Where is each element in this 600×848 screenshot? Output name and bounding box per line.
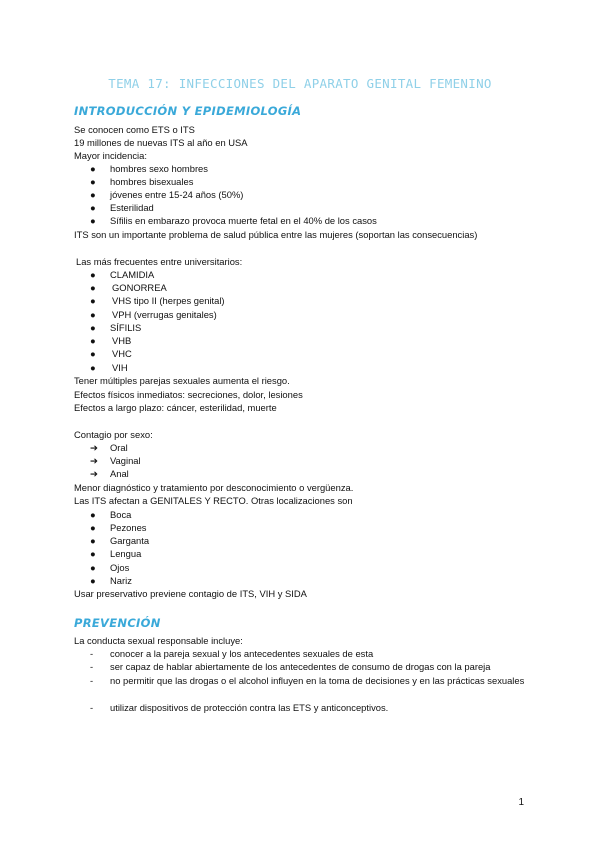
bullet-marker: ● <box>90 269 96 280</box>
section-heading-prevencion: PREVENCIÓN <box>74 616 161 630</box>
bullet-marker: ● <box>90 215 96 226</box>
bullet-marker: ● <box>90 522 96 533</box>
arrow-marker: ➔ <box>90 468 98 479</box>
text-line: Usar preservativo previene contagio de ITS, VIH y SIDA <box>74 588 307 599</box>
bullet-marker: ● <box>90 189 96 200</box>
list-item: VHC <box>112 348 132 359</box>
text-line: Las ITS afectan a GENITALES Y RECTO. Otras localizaciones son <box>74 495 353 506</box>
list-item: Boca <box>110 509 132 520</box>
page-number: 1 <box>518 797 524 808</box>
text-line: La conducta sexual responsable incluye: <box>74 635 243 646</box>
text-line: Mayor incidencia: <box>74 150 147 161</box>
bullet-marker: ● <box>90 548 96 559</box>
text-line: ITS son un importante problema de salud pública entre las mujeres (soportan las consecuencias) <box>74 229 478 240</box>
text-line: Se conocen como ETS o ITS <box>74 124 195 135</box>
text-line: 19 millones de nuevas ITS al año en USA <box>74 137 248 148</box>
list-item: Vaginal <box>110 455 141 466</box>
text-line: Menor diagnóstico y tratamiento por desconocimiento o vergüenza. <box>74 482 354 493</box>
list-item: Garganta <box>110 535 150 546</box>
list-item: Esterilidad <box>110 202 154 213</box>
text-line: Efectos físicos inmediatos: secreciones, dolor, lesiones <box>74 389 303 400</box>
text-line: Efectos a largo plazo: cáncer, esterilidad, muerte <box>74 402 277 413</box>
list-item: Ojos <box>110 562 130 573</box>
list-item: CLAMIDIA <box>110 269 155 280</box>
list-item: Oral <box>110 442 128 453</box>
list-item: hombres sexo hombres <box>110 163 208 174</box>
list-item: Nariz <box>110 575 132 586</box>
bullet-marker: ● <box>90 535 96 546</box>
text-line: Tener múltiples parejas sexuales aumenta el riesgo. <box>74 375 290 386</box>
bullet-marker: ● <box>90 509 96 520</box>
bullet-marker: ● <box>90 309 96 320</box>
list-item: conocer a la pareja sexual y los antecedentes sexuales de esta <box>110 648 374 659</box>
dash-marker: - <box>90 661 94 672</box>
arrow-marker: ➔ <box>90 455 98 466</box>
list-item: SÍFILIS <box>110 322 142 333</box>
list-item: GONORREA <box>112 282 167 293</box>
list-item: ser capaz de hablar abiertamente de los antecedentes de consumo de drogas con la pareja <box>110 661 491 672</box>
dash-marker: - <box>90 675 94 686</box>
list-item: VHB <box>112 335 132 346</box>
bullet-marker: ● <box>90 282 96 293</box>
list-item: jóvenes entre 15-24 años (50%) <box>110 189 244 200</box>
list-item: Anal <box>110 468 129 479</box>
bullet-marker: ● <box>90 335 96 346</box>
bullet-marker: ● <box>90 163 96 174</box>
list-item: VPH (verrugas genitales) <box>112 309 217 320</box>
bullet-marker: ● <box>90 575 96 586</box>
list-item: hombres bisexuales <box>110 176 194 187</box>
list-item: Lengua <box>110 548 142 559</box>
dash-marker: - <box>90 702 94 713</box>
bullet-marker: ● <box>90 295 96 306</box>
section-heading-introduccion: INTRODUCCIÓN Y EPIDEMIOLOGÍA <box>74 104 302 118</box>
list-item: Sífilis en embarazo provoca muerte fetal en el 40% de los casos <box>110 215 377 226</box>
list-item: utilizar dispositivos de protección contra las ETS y anticonceptivos. <box>110 702 389 713</box>
text-line: Contagio por sexo: <box>74 429 153 440</box>
bullet-marker: ● <box>90 348 96 359</box>
text-line: Las más frecuentes entre universitarios: <box>76 256 243 267</box>
list-item: no permitir que las drogas o el alcohol influyen en la toma de decisiones y en las prácticas sexuales <box>110 675 525 686</box>
page-title: TEMA 17: INFECCIONES DEL APARATO GENITAL FEMENINO <box>108 76 492 91</box>
bullet-marker: ● <box>90 562 96 573</box>
bullet-marker: ● <box>90 176 96 187</box>
bullet-marker: ● <box>90 362 96 373</box>
bullet-marker: ● <box>90 202 96 213</box>
dash-marker: - <box>90 648 94 659</box>
list-item: Pezones <box>110 522 147 533</box>
arrow-marker: ➔ <box>90 442 98 453</box>
list-item: VHS tipo II (herpes genital) <box>112 295 225 306</box>
bullet-marker: ● <box>90 322 96 333</box>
list-item: VIH <box>112 362 128 373</box>
